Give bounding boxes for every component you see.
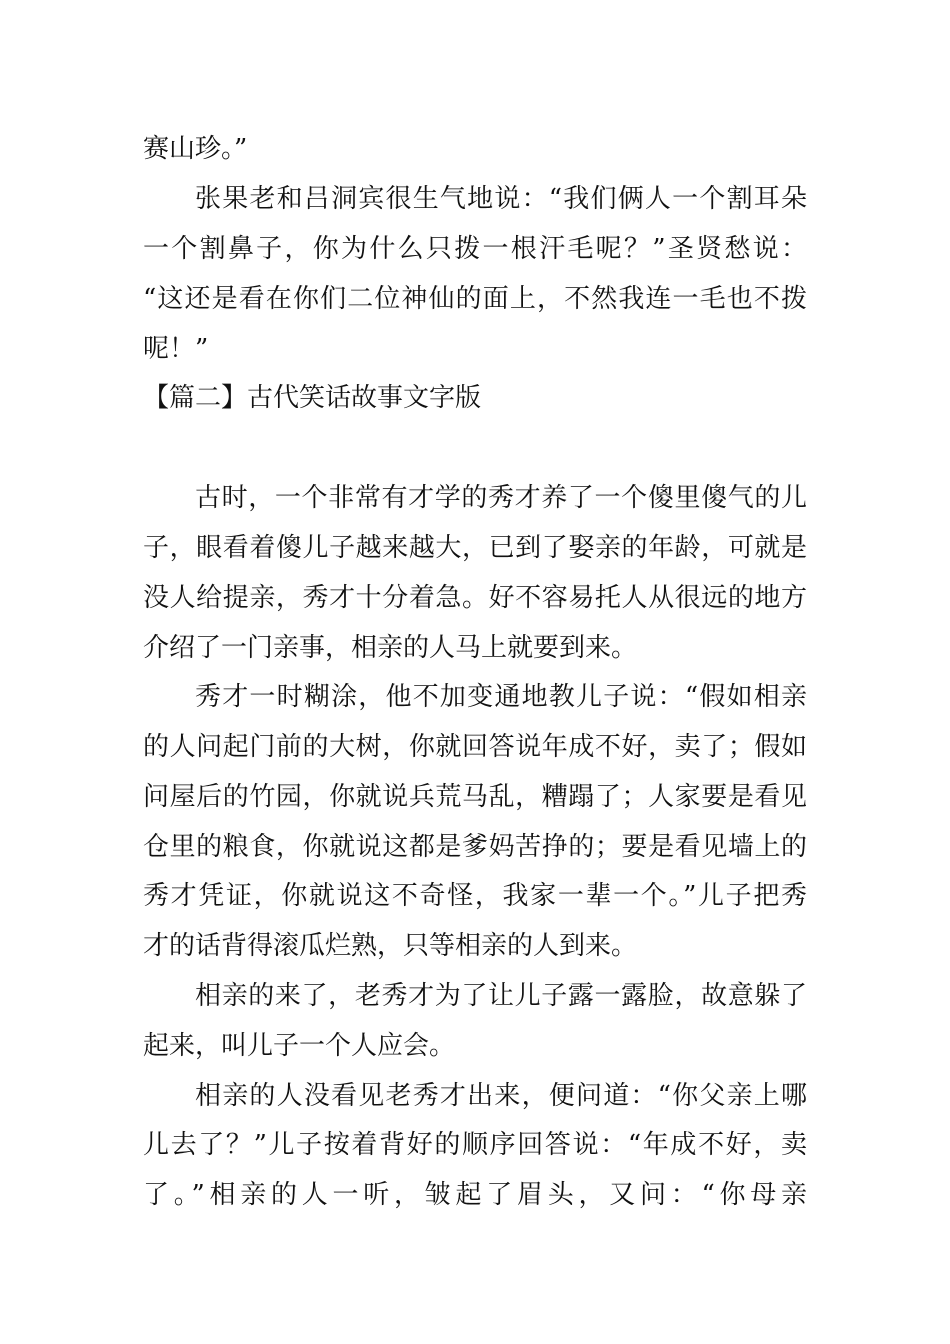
paragraph-line: 的人问起门前的大树，你就回答说年成不好，卖了；假如 bbox=[143, 732, 807, 762]
paragraph-line: 子，眼看着傻儿子越来越大，已到了娶亲的年龄，可就是 bbox=[143, 533, 807, 563]
paragraph-line: 儿去了？”儿子按着背好的顺序回答说：“年成不好，卖 bbox=[143, 1130, 807, 1160]
paragraph-line: 了。”相亲的人一听，皱起了眉头，又问：“你母亲 bbox=[143, 1180, 807, 1210]
paragraph-line: 没人给提亲，秀才十分着急。好不容易托人从很远的地方 bbox=[143, 583, 807, 613]
paragraph-line: 张果老和吕洞宾很生气地说：“我们俩人一个割耳朵 bbox=[195, 184, 807, 214]
paragraph-line: 问屋后的竹园，你就说兵荒马乱，糟蹋了；人家要是看见 bbox=[143, 782, 807, 812]
paragraph-line: 秀才凭证，你就说这不奇怪，我家一辈一个。”儿子把秀 bbox=[143, 881, 807, 911]
paragraph-line: 呢！” bbox=[143, 334, 209, 364]
paragraph-line: 相亲的人没看见老秀才出来，便问道：“你父亲上哪 bbox=[195, 1081, 807, 1111]
paragraph-line: 起来，叫儿子一个人应会。 bbox=[143, 1031, 456, 1061]
paragraph-line: 仓里的粮食，你就说这都是爹妈苦挣的；要是看见墙上的 bbox=[143, 832, 807, 862]
paragraph-line: 才的话背得滚瓜烂熟，只等相亲的人到来。 bbox=[143, 931, 638, 961]
paragraph-line: 赛山珍。” bbox=[143, 134, 248, 164]
paragraph-line: 秀才一时糊涂，他不加变通地教儿子说：“假如相亲 bbox=[195, 682, 807, 712]
paragraph-line: 介绍了一门亲事，相亲的人马上就要到来。 bbox=[143, 633, 638, 663]
paragraph-line: 相亲的来了，老秀才为了让儿子露一露脸，故意躲了 bbox=[195, 981, 807, 1011]
paragraph-line: 一个割鼻子，你为什么只拨一根汗毛呢？”圣贤愁说： bbox=[143, 234, 807, 264]
paragraph-line: “这还是看在你们二位神仙的面上，不然我连一毛也不拨 bbox=[143, 284, 807, 314]
section-heading: 【篇二】古代笑话故事文字版 bbox=[143, 383, 482, 413]
paragraph-line: 古时，一个非常有才学的秀才养了一个傻里傻气的儿 bbox=[195, 483, 807, 513]
